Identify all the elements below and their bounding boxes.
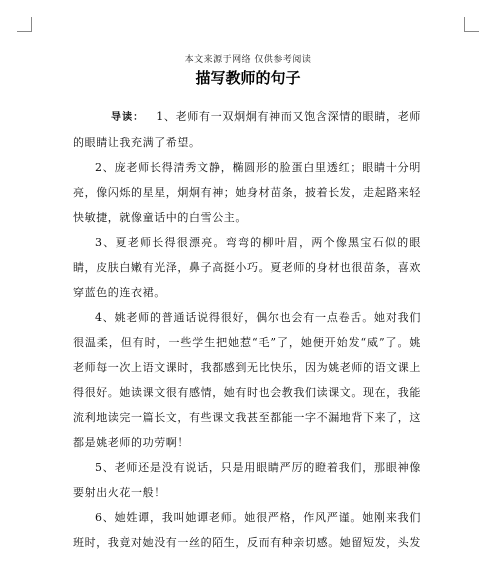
page-title: 描写教师的句子 (195, 69, 301, 87)
paragraph: 2、庞老师长得清秀文静，椭圆形的脸蛋白里透红；眼睛十分明亮，像闪烁的星星，炯炯有神；她身材苗条，披着长发，走起路来轻快敏捷，就像童话中的白雪公主。 (73, 161, 421, 224)
paragraph-text: 1、老师有一双炯炯有神而又饱含深情的眼睛，老师的眼睛让我充满了希望。 (73, 110, 422, 149)
page-corner-mark (17, 17, 32, 32)
article-body (73, 104, 421, 555)
paragraph: 4、姚老师的普通话说得很好，偶尔也会有一点卷舌。她对我们很温柔，但有时，一些学生把她惹“毛”了，她便开始发“威”了。姚老师每一次上语文课时，我都感到无比快乐，因为姚老师的语文课上得很好。她读课文很有感情，她有时也会教我们读课文。现在，我能流利地读完一篇长文，有些课文我甚至都能一字不漏地背下来了，这都是姚老师的功劳啊！ (73, 311, 421, 449)
paragraph: 6、她姓谭，我叫她谭老师。她很严格，作风严谨。她刚来我们班时，我竟对她没有一丝的陌生，反而有种亲切感。她留短发，头发 (73, 511, 421, 549)
paragraph: 3、夏老师长得很漂亮。弯弯的柳叶眉，两个像黑宝石似的眼睛，皮肤白嫩有光泽，鼻子高挺小巧。夏老师的身材也很苗条，喜欢穿蓝色的连衣裙。 (73, 236, 421, 299)
source-note: 本文来源于网络 仅供参考阅读 (184, 55, 312, 65)
page-corner-mark (464, 17, 479, 32)
lead-label: 导读： (111, 112, 145, 123)
paragraph: 5、老师还是没有说话，只是用眼睛严厉的瞪着我们，那眼神像要射出火花一般！ (73, 461, 421, 499)
paragraph (73, 104, 421, 155)
